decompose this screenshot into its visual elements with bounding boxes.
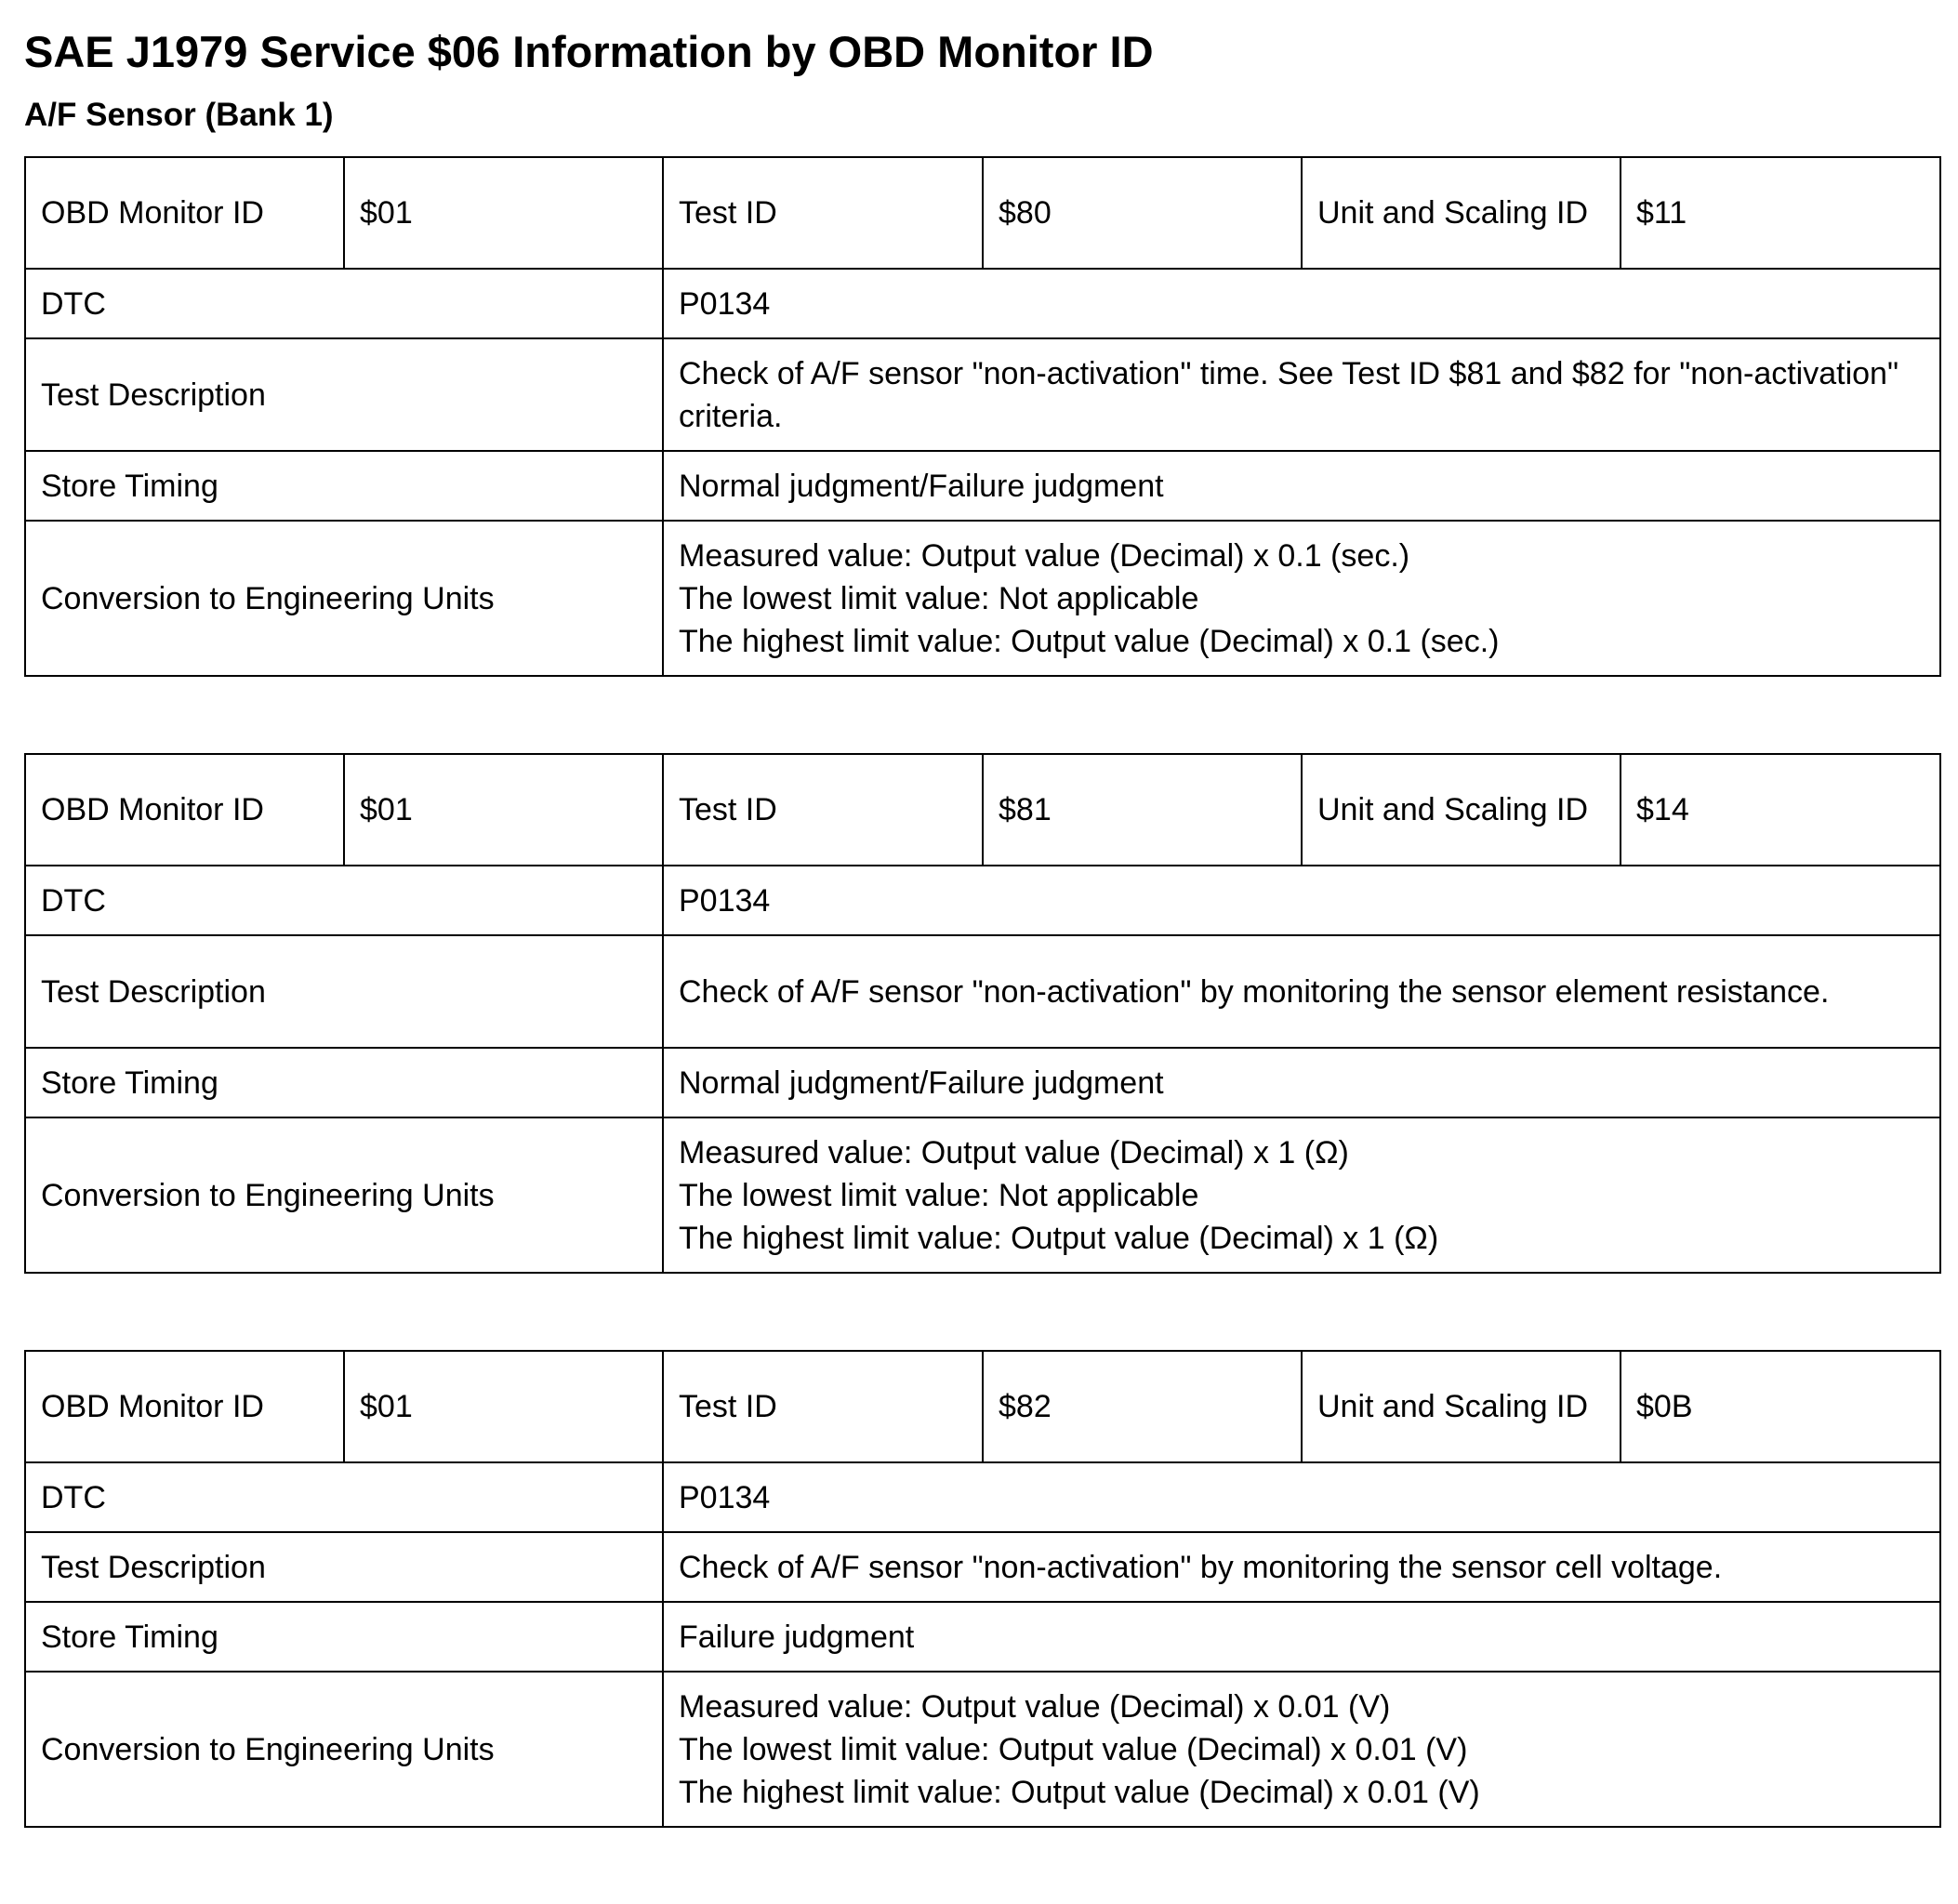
test-id-value: $80 bbox=[983, 157, 1302, 269]
conversion-highest: The highest limit value: Output value (Decimal) x 0.01 (V) bbox=[679, 1774, 1480, 1810]
conversion-measured: Measured value: Output value (Decimal) x 0.01 (V) bbox=[679, 1688, 1391, 1725]
table-row bbox=[25, 1117, 1940, 1273]
monitor-table-2 bbox=[24, 753, 1941, 1274]
conversion-lowest: The lowest limit value: Not applicable bbox=[679, 1177, 1199, 1213]
table-row bbox=[25, 866, 1940, 935]
conversion-measured: Measured value: Output value (Decimal) x 0.1 (sec.) bbox=[679, 537, 1410, 574]
dtc-value: P0134 bbox=[663, 1462, 1940, 1532]
unit-scaling-id-label: Unit and Scaling ID bbox=[1302, 157, 1621, 269]
unit-scaling-id-value: $14 bbox=[1621, 754, 1940, 866]
conversion-value bbox=[663, 521, 1940, 676]
tables-container bbox=[24, 156, 1939, 1828]
table-row bbox=[25, 1672, 1940, 1827]
test-id-value: $82 bbox=[983, 1351, 1302, 1462]
dtc-label: DTC bbox=[25, 866, 663, 935]
obd-monitor-id-label: OBD Monitor ID bbox=[25, 754, 344, 866]
table-row bbox=[25, 269, 1940, 338]
table-row bbox=[25, 1532, 1940, 1602]
conversion-highest: The highest limit value: Output value (Decimal) x 1 (Ω) bbox=[679, 1220, 1439, 1256]
dtc-value: P0134 bbox=[663, 866, 1940, 935]
conversion-lowest: The lowest limit value: Output value (Decimal) x 0.01 (V) bbox=[679, 1731, 1468, 1767]
unit-scaling-id-label: Unit and Scaling ID bbox=[1302, 1351, 1621, 1462]
conversion-label: Conversion to Engineering Units bbox=[25, 1672, 663, 1827]
test-description-value: Check of A/F sensor "non-activation" time. See Test ID $81 and $82 for "non-activation" criteria. bbox=[663, 338, 1940, 451]
table-row bbox=[25, 157, 1940, 269]
test-id-label: Test ID bbox=[663, 1351, 983, 1462]
page-title: SAE J1979 Service $06 Information by OBD Monitor ID bbox=[24, 27, 1154, 76]
dtc-value: P0134 bbox=[663, 269, 1940, 338]
conversion-label: Conversion to Engineering Units bbox=[25, 521, 663, 676]
table-row bbox=[25, 1462, 1940, 1532]
obd-monitor-id-label: OBD Monitor ID bbox=[25, 1351, 344, 1462]
conversion-highest: The highest limit value: Output value (Decimal) x 0.1 (sec.) bbox=[679, 623, 1500, 659]
test-description-label: Test Description bbox=[25, 1532, 663, 1602]
store-timing-value: Normal judgment/Failure judgment bbox=[663, 1048, 1940, 1117]
test-description-value: Check of A/F sensor "non-activation" by monitoring the sensor element resistance. bbox=[663, 935, 1940, 1048]
table-row bbox=[25, 1351, 1940, 1462]
table-row bbox=[25, 451, 1940, 521]
store-timing-value: Failure judgment bbox=[663, 1602, 1940, 1672]
store-timing-label: Store Timing bbox=[25, 1602, 663, 1672]
obd-monitor-id-value: $01 bbox=[344, 1351, 663, 1462]
unit-scaling-id-value: $11 bbox=[1621, 157, 1940, 269]
table-row bbox=[25, 1602, 1940, 1672]
store-timing-label: Store Timing bbox=[25, 451, 663, 521]
test-id-label: Test ID bbox=[663, 157, 983, 269]
table-row bbox=[25, 521, 1940, 676]
monitor-table-3 bbox=[24, 1350, 1941, 1828]
test-description-label: Test Description bbox=[25, 338, 663, 451]
unit-scaling-id-label: Unit and Scaling ID bbox=[1302, 754, 1621, 866]
dtc-label: DTC bbox=[25, 1462, 663, 1532]
test-id-value: $81 bbox=[983, 754, 1302, 866]
store-timing-label: Store Timing bbox=[25, 1048, 663, 1117]
table-row bbox=[25, 935, 1940, 1048]
monitor-table-1 bbox=[24, 156, 1941, 677]
store-timing-value: Normal judgment/Failure judgment bbox=[663, 451, 1940, 521]
table-row bbox=[25, 754, 1940, 866]
table-row bbox=[25, 338, 1940, 451]
conversion-value bbox=[663, 1117, 1940, 1273]
obd-monitor-id-value: $01 bbox=[344, 754, 663, 866]
unit-scaling-id-value: $0B bbox=[1621, 1351, 1940, 1462]
table-row bbox=[25, 1048, 1940, 1117]
conversion-measured: Measured value: Output value (Decimal) x 1 (Ω) bbox=[679, 1134, 1349, 1170]
page-subtitle: A/F Sensor (Bank 1) bbox=[24, 97, 334, 133]
test-description-label: Test Description bbox=[25, 935, 663, 1048]
obd-monitor-id-label: OBD Monitor ID bbox=[25, 157, 344, 269]
document-page bbox=[24, 26, 1939, 1904]
conversion-label: Conversion to Engineering Units bbox=[25, 1117, 663, 1273]
test-id-label: Test ID bbox=[663, 754, 983, 866]
test-description-value: Check of A/F sensor "non-activation" by monitoring the sensor cell voltage. bbox=[663, 1532, 1940, 1602]
obd-monitor-id-value: $01 bbox=[344, 157, 663, 269]
dtc-label: DTC bbox=[25, 269, 663, 338]
conversion-lowest: The lowest limit value: Not applicable bbox=[679, 580, 1199, 616]
conversion-value bbox=[663, 1672, 1940, 1827]
